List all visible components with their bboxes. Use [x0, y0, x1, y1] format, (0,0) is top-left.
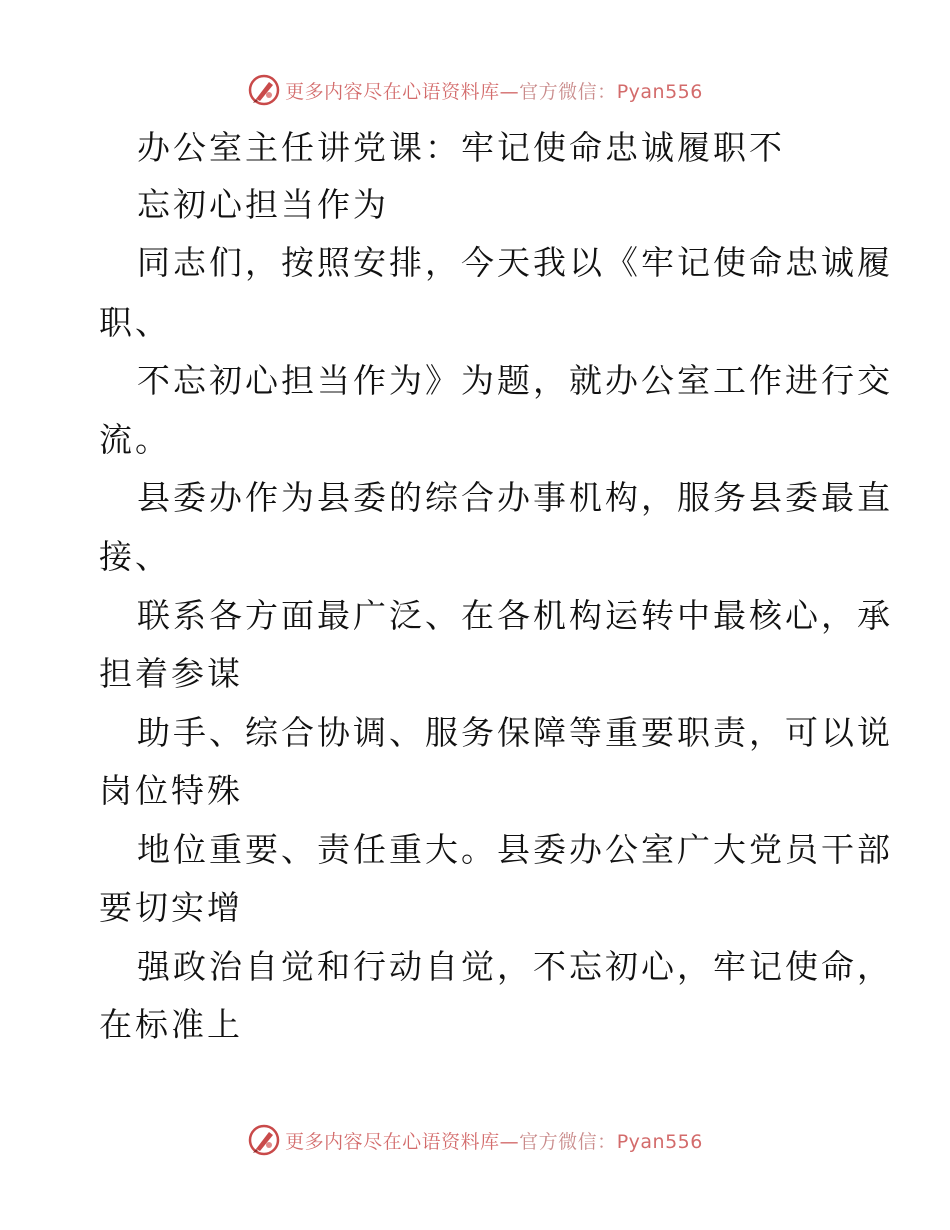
paragraph-line: 担着参谋 — [99, 654, 243, 693]
watermark-text — [285, 1127, 703, 1154]
paragraph-line: 不忘初心担当作为》为题，就办公室工作进行交 — [137, 361, 893, 400]
watermark-site-text: 更多内容尽在心语资料库 — [285, 1130, 500, 1153]
title-line-2: 忘初心担当作为 — [137, 185, 389, 224]
paragraph-line: 同志们，按照安排，今天我以《牢记使命忠诚履 — [137, 243, 893, 282]
watermark-site-text: 更多内容尽在心语资料库 — [285, 80, 500, 103]
paragraph-line: 职、 — [99, 303, 171, 342]
paragraph-line: 岗位特殊 — [99, 771, 243, 810]
title-line-1: 办公室主任讲党课：牢记使命忠诚履职不 — [137, 128, 785, 167]
watermark-separator: — — [499, 80, 520, 103]
paragraph-line: 助手、综合协调、服务保障等重要职责，可以说 — [137, 713, 893, 752]
watermark-wechat-id: Pyan556 — [616, 80, 703, 103]
watermark-wechat-id: Pyan556 — [616, 1130, 703, 1153]
quill-pen-logo-icon — [247, 1123, 281, 1157]
paragraph-line: 要切实增 — [99, 888, 243, 927]
paragraph-line: 在标准上 — [99, 1005, 243, 1044]
paragraph-line: 强政治自觉和行动自觉，不忘初心，牢记使命， — [137, 947, 893, 986]
watermark-wechat-label: 官方微信： — [519, 80, 617, 103]
paragraph-line: 联系各方面最广泛、在各机构运转中最核心，承 — [137, 596, 893, 635]
watermark-separator: — — [499, 1130, 520, 1153]
paragraph-line: 流。 — [99, 420, 171, 459]
paragraph-line: 地位重要、责任重大。县委办公室广大党员干部 — [137, 830, 893, 869]
footer-watermark — [0, 1120, 950, 1160]
watermark-wechat-label: 官方微信： — [519, 1130, 617, 1153]
paragraph-line: 接、 — [99, 537, 171, 576]
paragraph-line: 县委办作为县委的综合办事机构，服务县委最直 — [137, 478, 893, 517]
